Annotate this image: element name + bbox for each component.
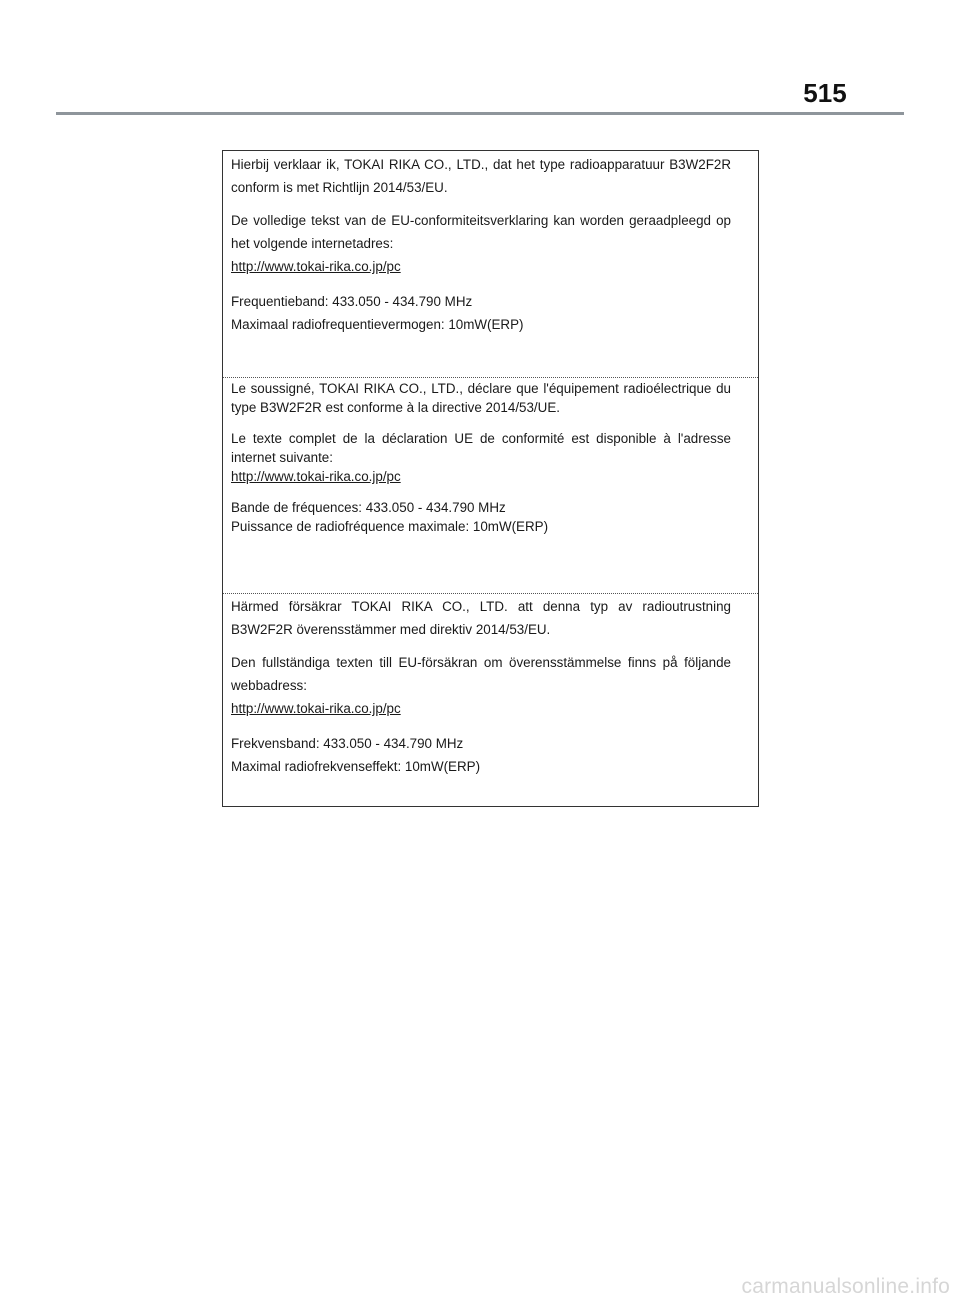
- french-max-power: Puissance de radiofréquence maximale: 10mW(ERP): [231, 519, 549, 534]
- swedish-frequency-band: Frekvensband: 433.050 - 434.790 MHz: [231, 736, 464, 751]
- dutch-frequency-band: Frequentieband: 433.050 - 434.790 MHz: [231, 294, 473, 309]
- french-declaration: [223, 377, 758, 593]
- french-full-text-intro: Le texte complet de la déclaration UE de conformité est disponible à l'adresse internet suivante:: [231, 431, 731, 465]
- page-number: 515: [803, 78, 847, 108]
- swedish-max-power: Maximal radiofrekvenseffekt: 10mW(ERP): [231, 759, 481, 774]
- dutch-url-link[interactable]: http://www.tokai-rika.co.jp/pc: [231, 259, 401, 274]
- dutch-max-power: Maximaal radiofrequentievermogen: 10mW(ERP): [231, 317, 524, 332]
- french-url-link[interactable]: http://www.tokai-rika.co.jp/pc: [231, 469, 401, 484]
- swedish-statement: Härmed försäkrar TOKAI RIKA CO., LTD. att denna typ av radioutrustning B3W2F2R överensstämmer med direktiv 2014/53/EU.: [231, 599, 731, 637]
- swedish-full-text-intro: Den fullständiga texten till EU-försäkran om överensstämmelse finns på följande webbadress:: [231, 655, 731, 693]
- swedish-url-link[interactable]: http://www.tokai-rika.co.jp/pc: [231, 701, 401, 716]
- site-watermark: carmanualsonline.info: [741, 1275, 950, 1298]
- french-frequency-band: Bande de fréquences: 433.050 - 434.790 MHz: [231, 500, 506, 515]
- header-rule: [56, 112, 904, 115]
- dutch-declaration: [223, 151, 758, 377]
- dutch-full-text-intro: De volledige tekst van de EU-conformiteitsverklaring kan worden geraadpleegd op het volgende internetadres:: [231, 213, 731, 251]
- swedish-declaration: [223, 593, 758, 808]
- dutch-statement: Hierbij verklaar ik, TOKAI RIKA CO., LTD., dat het type radioapparatuur B3W2F2R conform is met Richtlijn 2014/53/EU.: [231, 157, 731, 195]
- declaration-box: [222, 150, 759, 807]
- french-statement: Le soussigné, TOKAI RIKA CO., LTD., déclare que l'équipement radioélectrique du type B3W2F2R est conforme à la directive 2014/53/UE.: [231, 381, 731, 415]
